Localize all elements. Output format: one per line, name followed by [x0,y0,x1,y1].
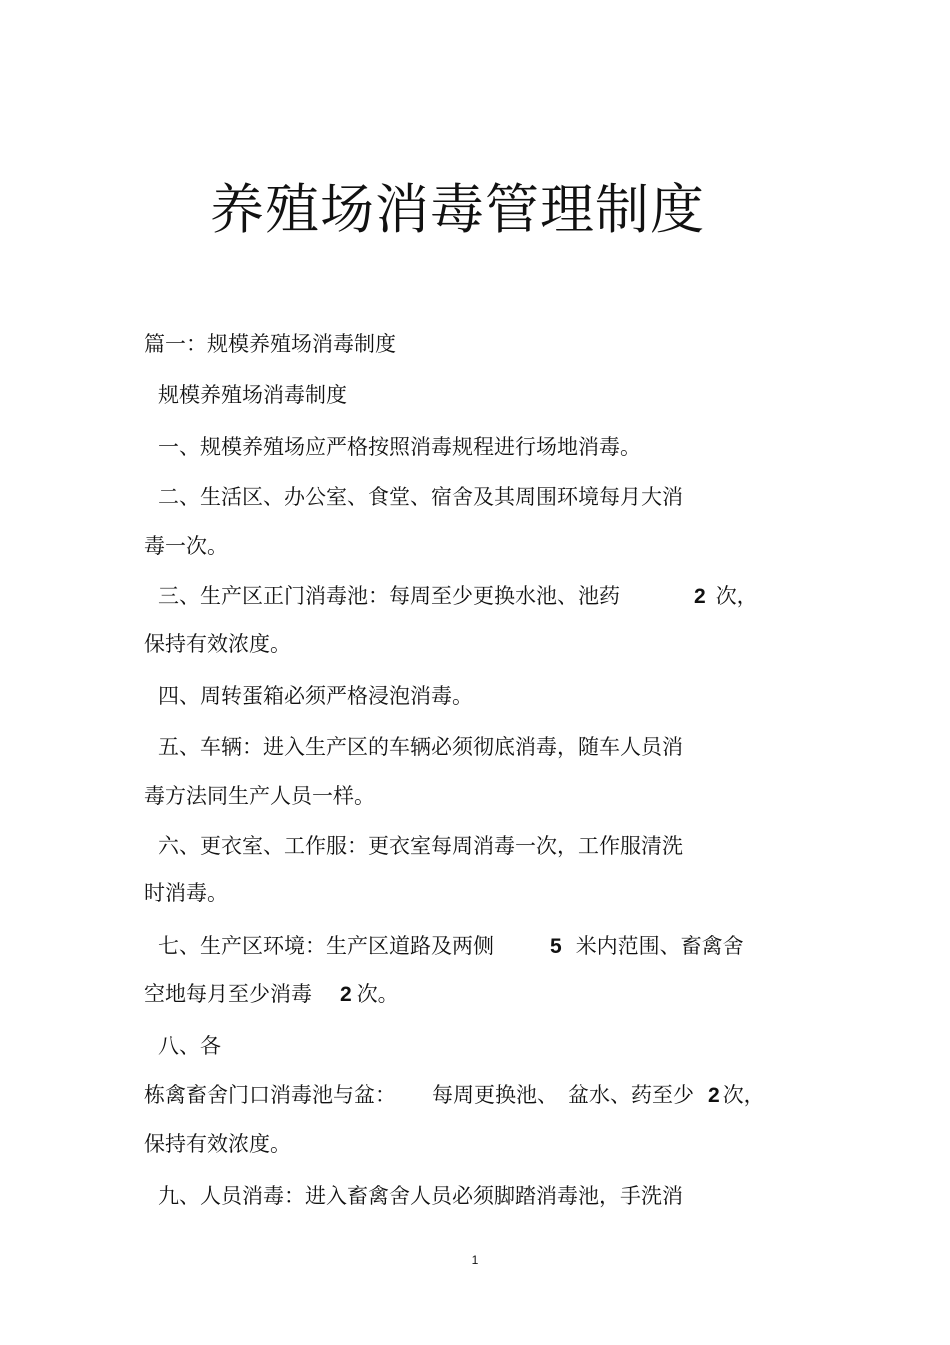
item-8-text-a: 栋禽畜舍门口消毒池与盆： [144,1083,396,1107]
item-7-line-1 [158,931,744,962]
item-7-number: 5 [550,935,562,958]
item-7-number-2: 2 [340,983,352,1006]
item-2-line-1: 二、生活区、办公室、食堂、宿舍及其周围环境每月大消 [158,485,683,509]
item-5-line-1: 五、车辆：进入生产区的车辆必须彻底消毒，随车人员消 [158,735,683,759]
item-3-text-b: 次， [715,584,758,608]
item-3-text-a: 三、生产区正门消毒池：每周至少更换水池、池药 [158,584,620,608]
item-8-line-1: 八、各 [158,1034,221,1058]
item-5-line-2: 毒方法同生产人员一样。 [144,784,375,808]
item-3-number: 2 [694,585,706,608]
item-8-line-3: 保持有效浓度。 [144,1132,291,1156]
item-8-text-d: 次， [722,1083,765,1107]
item-8-number: 2 [708,1084,720,1107]
section-heading: 篇一：规模养殖场消毒制度 [144,332,396,356]
item-8-text-b: 每周更换池、 [432,1083,558,1107]
item-7-line-2 [144,979,399,1010]
page-title: 养殖场消毒管理制度 [210,178,705,241]
subheading: 规模养殖场消毒制度 [158,383,347,407]
item-3-line-1 [158,581,758,612]
item-8-line-2 [144,1080,765,1111]
item-8-text-c: 盆水、药至少 [568,1083,694,1107]
page-number: 1 [471,1253,479,1267]
item-3-line-2: 保持有效浓度。 [144,632,291,656]
item-7-text-b: 米内范围、畜禽舍 [575,934,744,958]
item-7-text-d: 次。 [356,982,399,1006]
item-6-line-2: 时消毒。 [144,881,228,905]
item-2-line-2: 毒一次。 [144,534,228,558]
item-9-line-1: 九、人员消毒：进入畜禽舍人员必须脚踏消毒池，手洗消 [158,1184,683,1208]
item-4: 四、周转蛋箱必须严格浸泡消毒。 [158,684,473,708]
item-7-text-a: 七、生产区环境：生产区道路及两侧 [158,934,494,958]
item-1: 一、规模养殖场应严格按照消毒规程进行场地消毒。 [158,435,641,459]
item-7-text-c: 空地每月至少消毒 [144,982,312,1006]
item-6-line-1: 六、更衣室、工作服：更衣室每周消毒一次，工作服清洗 [158,834,683,858]
